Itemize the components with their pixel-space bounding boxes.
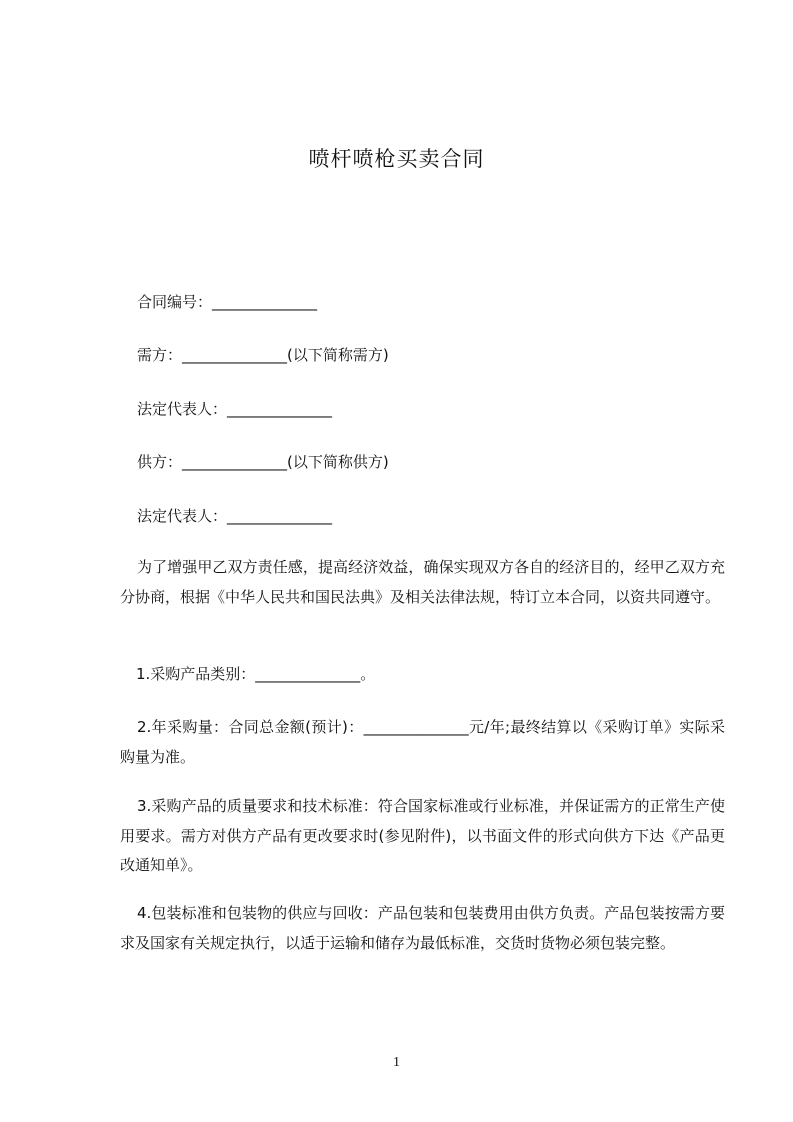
preamble-paragraph: 为了增强甲乙双方责任感，提高经济效益，确保实现双方各自的经济目的，经甲乙双方充分协商，根据《中华人民共和国民法典》及相关法律法规，特订立本合同，以资共同遵守。 (120, 558, 725, 606)
document-title: 喷杆喷枪买卖合同 (308, 147, 485, 171)
clause-1: 1.采购产品类别：______________。 (136, 665, 376, 683)
contract-number-field: 合同编号：______________ (137, 293, 318, 311)
seller-representative-field: 法定代表人：______________ (137, 507, 333, 525)
page-number: 1 (393, 1055, 400, 1070)
clause-3: 3.采购产品的质量要求和技术标准：符合国家标准或行业标准，并保证需方的正常生产使用要求。需方对供方产品有更改要求时(参见附件)，以书面文件的形式向供方下达《产品更改通知单》。 (120, 797, 725, 874)
buyer-field: 需方：______________(以下简称需方) (137, 346, 389, 364)
buyer-representative-field: 法定代表人：______________ (137, 400, 333, 418)
clause-4: 4.包装标准和包装物的供应与回收：产品包装和包装费用由供方负责。产品包装按需方要求及国家有关规定执行，以适于运输和储存为最低标准，交货时货物必须包装完整。 (120, 904, 725, 952)
seller-field: 供方：______________(以下简称供方) (137, 453, 389, 471)
clause-2: 2.年采购量：合同总金额(预计)：______________元/年;最终结算以《采购订单》实际采购量为准。 (120, 718, 725, 766)
